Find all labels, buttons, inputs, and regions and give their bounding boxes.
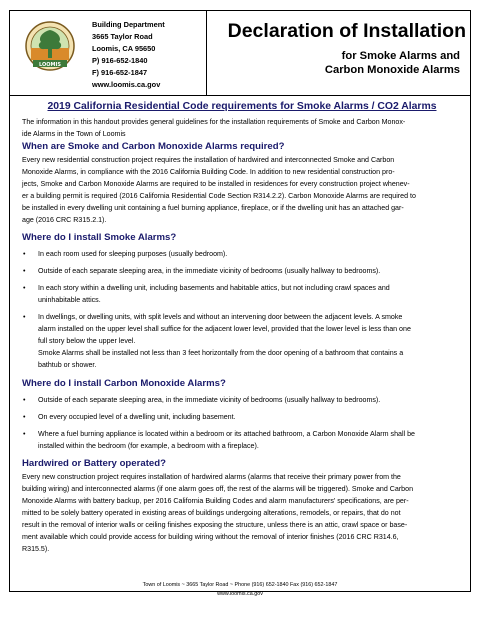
list-item-text: alarm installed on the upper level shall suffice for the adjacent lower level, provided that the lower level is less than one — [38, 325, 411, 333]
list-item-text: Smoke Alarms shall be installed not less than 3 feet horizontally from the door opening of a bathroom that contains a — [38, 349, 404, 357]
list-item-text: bathtub or shower. — [38, 361, 97, 369]
list-item: • Outside of each separate sleeping area, in the immediate vicinity of bedrooms (usually hallway to bedrooms). — [23, 267, 381, 275]
document-footer — [10, 581, 470, 598]
phone-number: P) 916-652-1840 — [92, 56, 148, 65]
department-name: Building Department — [92, 20, 165, 29]
hardwired-paragraph — [22, 471, 462, 555]
intro-paragraph — [22, 116, 462, 140]
list-item: • In dwellings, or dwelling units, with split levels and without an intervening door between the adjacent levels. A smoke alarm installed on the upper level shall suffice for the adjacent lower level, provided that the lower level is less than one full story below the upper level. Smoke Alarms shall be installed not less than 3 feet horizontally from the door opening of a bathroom that contains a bathtub or shower. — [23, 313, 411, 369]
footer-contact-line: Town of Loomis ~ 3665 Taylor Road ~ Phone (916) 652-1840 Fax (916) 652-1847 — [142, 582, 338, 588]
text-line: result in the removal of interior walls or ceiling finishes exposing the structure, unless there is an attic, crawl space or base- — [22, 521, 408, 529]
list-item: • In each room used for sleeping purposes (usually bedroom). — [23, 250, 228, 258]
list-item-text: In each room used for sleeping purposes (usually bedroom). — [38, 250, 228, 258]
main-heading: 2019 California Residential Code requirements for Smoke Alarms / CO2 Alarms — [47, 101, 437, 112]
list-item-text: Where a fuel burning appliance is located within a bedroom or its attached bathroom, a Carbon Monoxide Alarm shall be — [38, 430, 415, 438]
document-page — [9, 10, 471, 597]
text-line: be installed in every dwelling unit containing a fuel burning appliance, fireplace, or if the dwelling unit has an attached gar- — [22, 204, 404, 212]
co-alarm-list — [22, 394, 462, 452]
text-line: Every new residential construction project requires the installation of hardwired and interconnected Smoke and Carbon — [22, 156, 395, 164]
when-paragraph — [22, 154, 462, 226]
list-item-text: In each story within a dwelling unit, including basements and habitable attics, but not including crawl spaces and — [38, 284, 390, 292]
document-title: Declaration of Installation — [227, 20, 466, 42]
intro-line: ide Alarms in the Town of Loomis — [22, 130, 126, 138]
section-heading-smoke: Where do I install Smoke Alarms? — [22, 232, 177, 243]
text-line: R315.5). — [22, 545, 50, 553]
footer-website[interactable]: www.loomis.ca.gov — [217, 590, 263, 597]
text-line: age (2016 CRC R315.2.1). — [22, 216, 107, 224]
list-item-text: full story below the upper level. — [38, 337, 136, 345]
town-seal-logo — [24, 20, 76, 76]
text-line: building wiring) and interconnected alarms (if one alarm goes off, the rest of the alarms will be triggered). Smoke and Carbon — [22, 485, 414, 493]
website-link[interactable]: www.loomis.ca.gov — [92, 80, 161, 89]
list-item-text: In dwellings, or dwelling units, with split levels and without an intervening door between the adjacent levels. A smoke — [38, 313, 403, 321]
text-line: ment available which could provide access for building wiring without the removal of interior finishes (2016 CRC R314.6, — [22, 533, 399, 541]
text-line: Monoxide Alarms with battery backup, per 2016 California Building Codes and alarm manufacturers' specifications, are per- — [22, 497, 409, 505]
list-item-text: Outside of each separate sleeping area, in the immediate vicinity of bedrooms (usually hallway to bedrooms). — [38, 396, 381, 404]
section-heading-hardwired: Hardwired or Battery operated? — [22, 458, 166, 469]
text-line: er a building permit is required (2016 California Residential Code Section R314.2.2). Carbon Monoxide Alarms are required to — [22, 192, 416, 200]
smoke-alarm-list — [22, 248, 462, 371]
list-item: • In each story within a dwelling unit, including basements and habitable attics, but not including crawl spaces and uninhabitable attics. — [23, 284, 390, 304]
intro-line: The information in this handout provides general guidelines for the installation requirements of Smoke and Carbon Monox- — [22, 118, 406, 126]
department-address-block — [92, 19, 165, 91]
list-item-text: On every occupied level of a dwelling unit, including basement. — [38, 413, 236, 421]
street-address: 3665 Taylor Road — [92, 32, 153, 41]
text-line: mitted to be solely battery operated in existing areas of buildings undergoing alterations, remodels, or repairs, that do not — [22, 509, 401, 517]
svg-text:LOOMIS: LOOMIS — [39, 62, 61, 68]
document-header — [10, 11, 470, 96]
city-state-zip: Loomis, CA 95650 — [92, 44, 156, 53]
title-box — [206, 10, 472, 95]
section-heading-when: When are Smoke and Carbon Monoxide Alarms required? — [22, 141, 285, 152]
list-item: • Where a fuel burning appliance is located within a bedroom or its attached bathroom, a Carbon Monoxide Alarm shall be installed within the bedroom (for example, a bedroom with a fireplace). — [23, 430, 415, 450]
list-item-text: installed within the bedroom (for example, a bedroom with a fireplace). — [38, 442, 259, 450]
text-line: Monoxide Alarms, in compliance with the 2016 California Building Code. In addition to new residential construction pro- — [22, 168, 395, 176]
list-item-text: uninhabitable attics. — [38, 296, 101, 304]
text-line: jects, Smoke and Carbon Monoxide Alarms are required to be installed in residences for every construction project whenev- — [22, 180, 410, 188]
section-heading-co: Where do I install Carbon Monoxide Alarms? — [22, 378, 226, 389]
subtitle-line-2: Carbon Monoxide Alarms — [324, 64, 460, 76]
fax-number: F) 916-652-1847 — [92, 68, 148, 77]
list-item: • On every occupied level of a dwelling unit, including basement. — [23, 413, 236, 421]
document-body — [22, 99, 462, 555]
document-subtitle — [325, 49, 460, 77]
list-item: • Outside of each separate sleeping area, in the immediate vicinity of bedrooms (usually hallway to bedrooms). — [23, 396, 381, 404]
list-item-text: Outside of each separate sleeping area, in the immediate vicinity of bedrooms (usually hallway to bedrooms). — [38, 267, 381, 275]
text-line: Every new construction project requires installation of hardwired alarms (alarms that receive their primary power from the — [22, 473, 401, 481]
subtitle-line-1: for Smoke Alarms and — [341, 50, 460, 62]
